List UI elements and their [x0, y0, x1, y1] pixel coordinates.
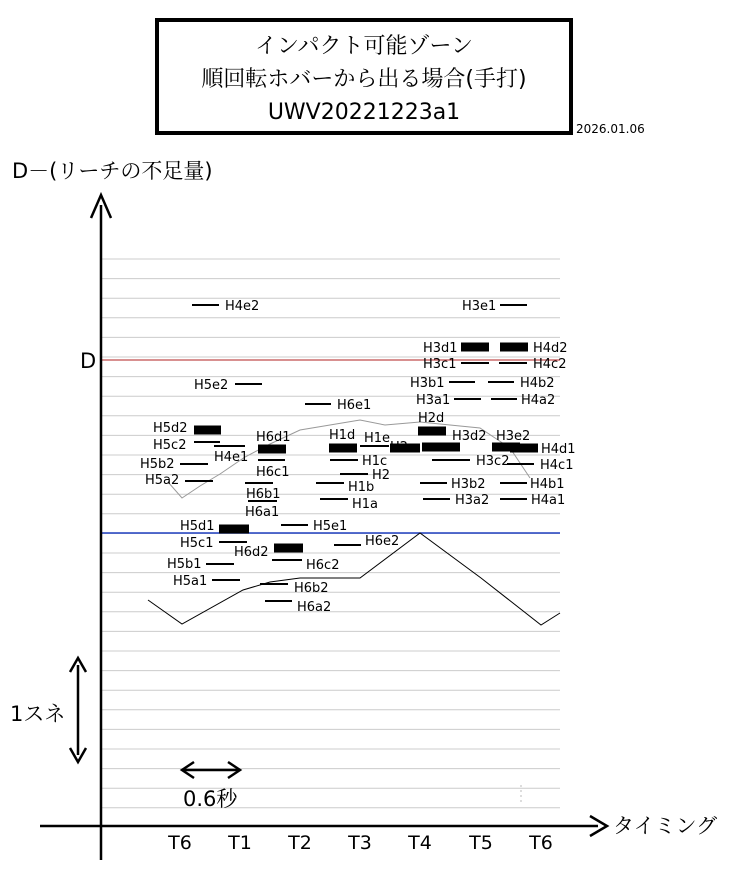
- segment-label-h2c: H2c: [390, 440, 416, 455]
- segment-label-h3c1: H3c1: [423, 357, 457, 372]
- segment-label-h2: H2: [372, 468, 391, 483]
- segment-label-h3d1: H3d1: [423, 341, 458, 356]
- segment-label-h3d2: H3d2: [452, 429, 487, 444]
- x-tick-t6-start: T6: [168, 832, 192, 854]
- segment-label-h4d2: H4d2: [533, 341, 568, 356]
- segment-label-h1a: H1a: [352, 497, 379, 512]
- segment-label-h6d1: H6d1: [256, 430, 291, 445]
- segment-label-h6e2: H6e2: [365, 534, 400, 549]
- segment-label-h5e1: H5e1: [313, 519, 348, 534]
- segment-label-h4b2: H4b2: [520, 376, 555, 391]
- segment-label-h4e1: H4e1: [214, 450, 249, 465]
- date-stamp: 2026.01.06: [576, 122, 645, 136]
- segment-label-h6a2: H6a2: [297, 600, 332, 615]
- segment-label-h6c1: H6c1: [256, 465, 290, 480]
- x-axis-label: タイミング: [613, 814, 718, 838]
- segment-label-h6a1: H6a1: [245, 505, 280, 520]
- segment-label-h4d1: H4d1: [541, 442, 576, 457]
- segment-layer: [140, 299, 576, 615]
- title-line-2: 順回転ホバーから出る場合(手打): [201, 67, 527, 92]
- segment-label-h6b1: H6b1: [246, 487, 281, 502]
- segment-label-h3b1: H3b1: [410, 376, 445, 391]
- segment-label-h5c1: H5c1: [180, 536, 214, 551]
- x-tick-t4: T4: [408, 832, 432, 854]
- x-tick-t2: T2: [288, 832, 312, 854]
- segment-label-h3a2: H3a2: [455, 493, 490, 508]
- segment-label-h4a1: H4a1: [531, 493, 566, 508]
- sune-label: 1スネ: [10, 702, 66, 726]
- x-tick-t6-end: T6: [529, 832, 553, 854]
- segment-label-h3e2: H3e2: [496, 429, 531, 444]
- segment-label-h5e2: H5e2: [194, 378, 229, 393]
- segment-label-h1b: H1b: [348, 480, 375, 495]
- segment-label-h6b2: H6b2: [294, 581, 329, 596]
- segment-label-h5d2: H5d2: [153, 421, 188, 436]
- segment-label-h5a1: H5a1: [173, 574, 208, 589]
- x-tick-labels: [167, 832, 553, 854]
- segment-label-h5b1: H5b1: [167, 557, 202, 572]
- segment-label-h3b2: H3b2: [451, 477, 486, 492]
- segment-label-h1e: H1e: [364, 431, 391, 446]
- segment-label-h4b1: H4b1: [530, 477, 565, 492]
- segment-label-h6d2: H6d2: [234, 545, 269, 560]
- d-marker: D: [80, 349, 97, 373]
- x-tick-t1: T1: [228, 832, 252, 854]
- segment-label-h4a2: H4a2: [521, 393, 556, 408]
- segment-label-h6c2: H6c2: [306, 558, 340, 573]
- segment-label-h5c2: H5c2: [153, 438, 187, 453]
- segment-label-h3a1: H3a1: [416, 393, 451, 408]
- segment-label-h2d: H2d: [418, 411, 445, 426]
- segment-label-h6e1: H6e1: [337, 398, 372, 413]
- segment-label-h1c: H1c: [362, 454, 388, 469]
- y-axis-label: D－(リーチの不足量): [12, 159, 213, 183]
- segment-label-h4c1: H4c1: [540, 458, 574, 473]
- x-tick-t5: T5: [469, 832, 493, 854]
- segment-label-h5d1: H5d1: [180, 519, 215, 534]
- segment-label-h4e2: H4e2: [225, 299, 260, 314]
- time-span-label: 0.6秒: [183, 787, 238, 811]
- segment-label-h4c2: H4c2: [533, 357, 567, 372]
- segment-label-h3e1: H3e1: [462, 299, 497, 314]
- segment-label-h5a2: H5a2: [145, 473, 180, 488]
- title-line-3: UWV20221223a1: [267, 100, 461, 125]
- segment-label-h1d: H1d: [329, 428, 356, 443]
- segment-label-h5b2: H5b2: [140, 457, 175, 472]
- title-line-1: インパクト可能ゾーン: [254, 34, 474, 59]
- segment-label-h3c2: H3c2: [476, 454, 510, 469]
- x-tick-t3: T3: [348, 832, 372, 854]
